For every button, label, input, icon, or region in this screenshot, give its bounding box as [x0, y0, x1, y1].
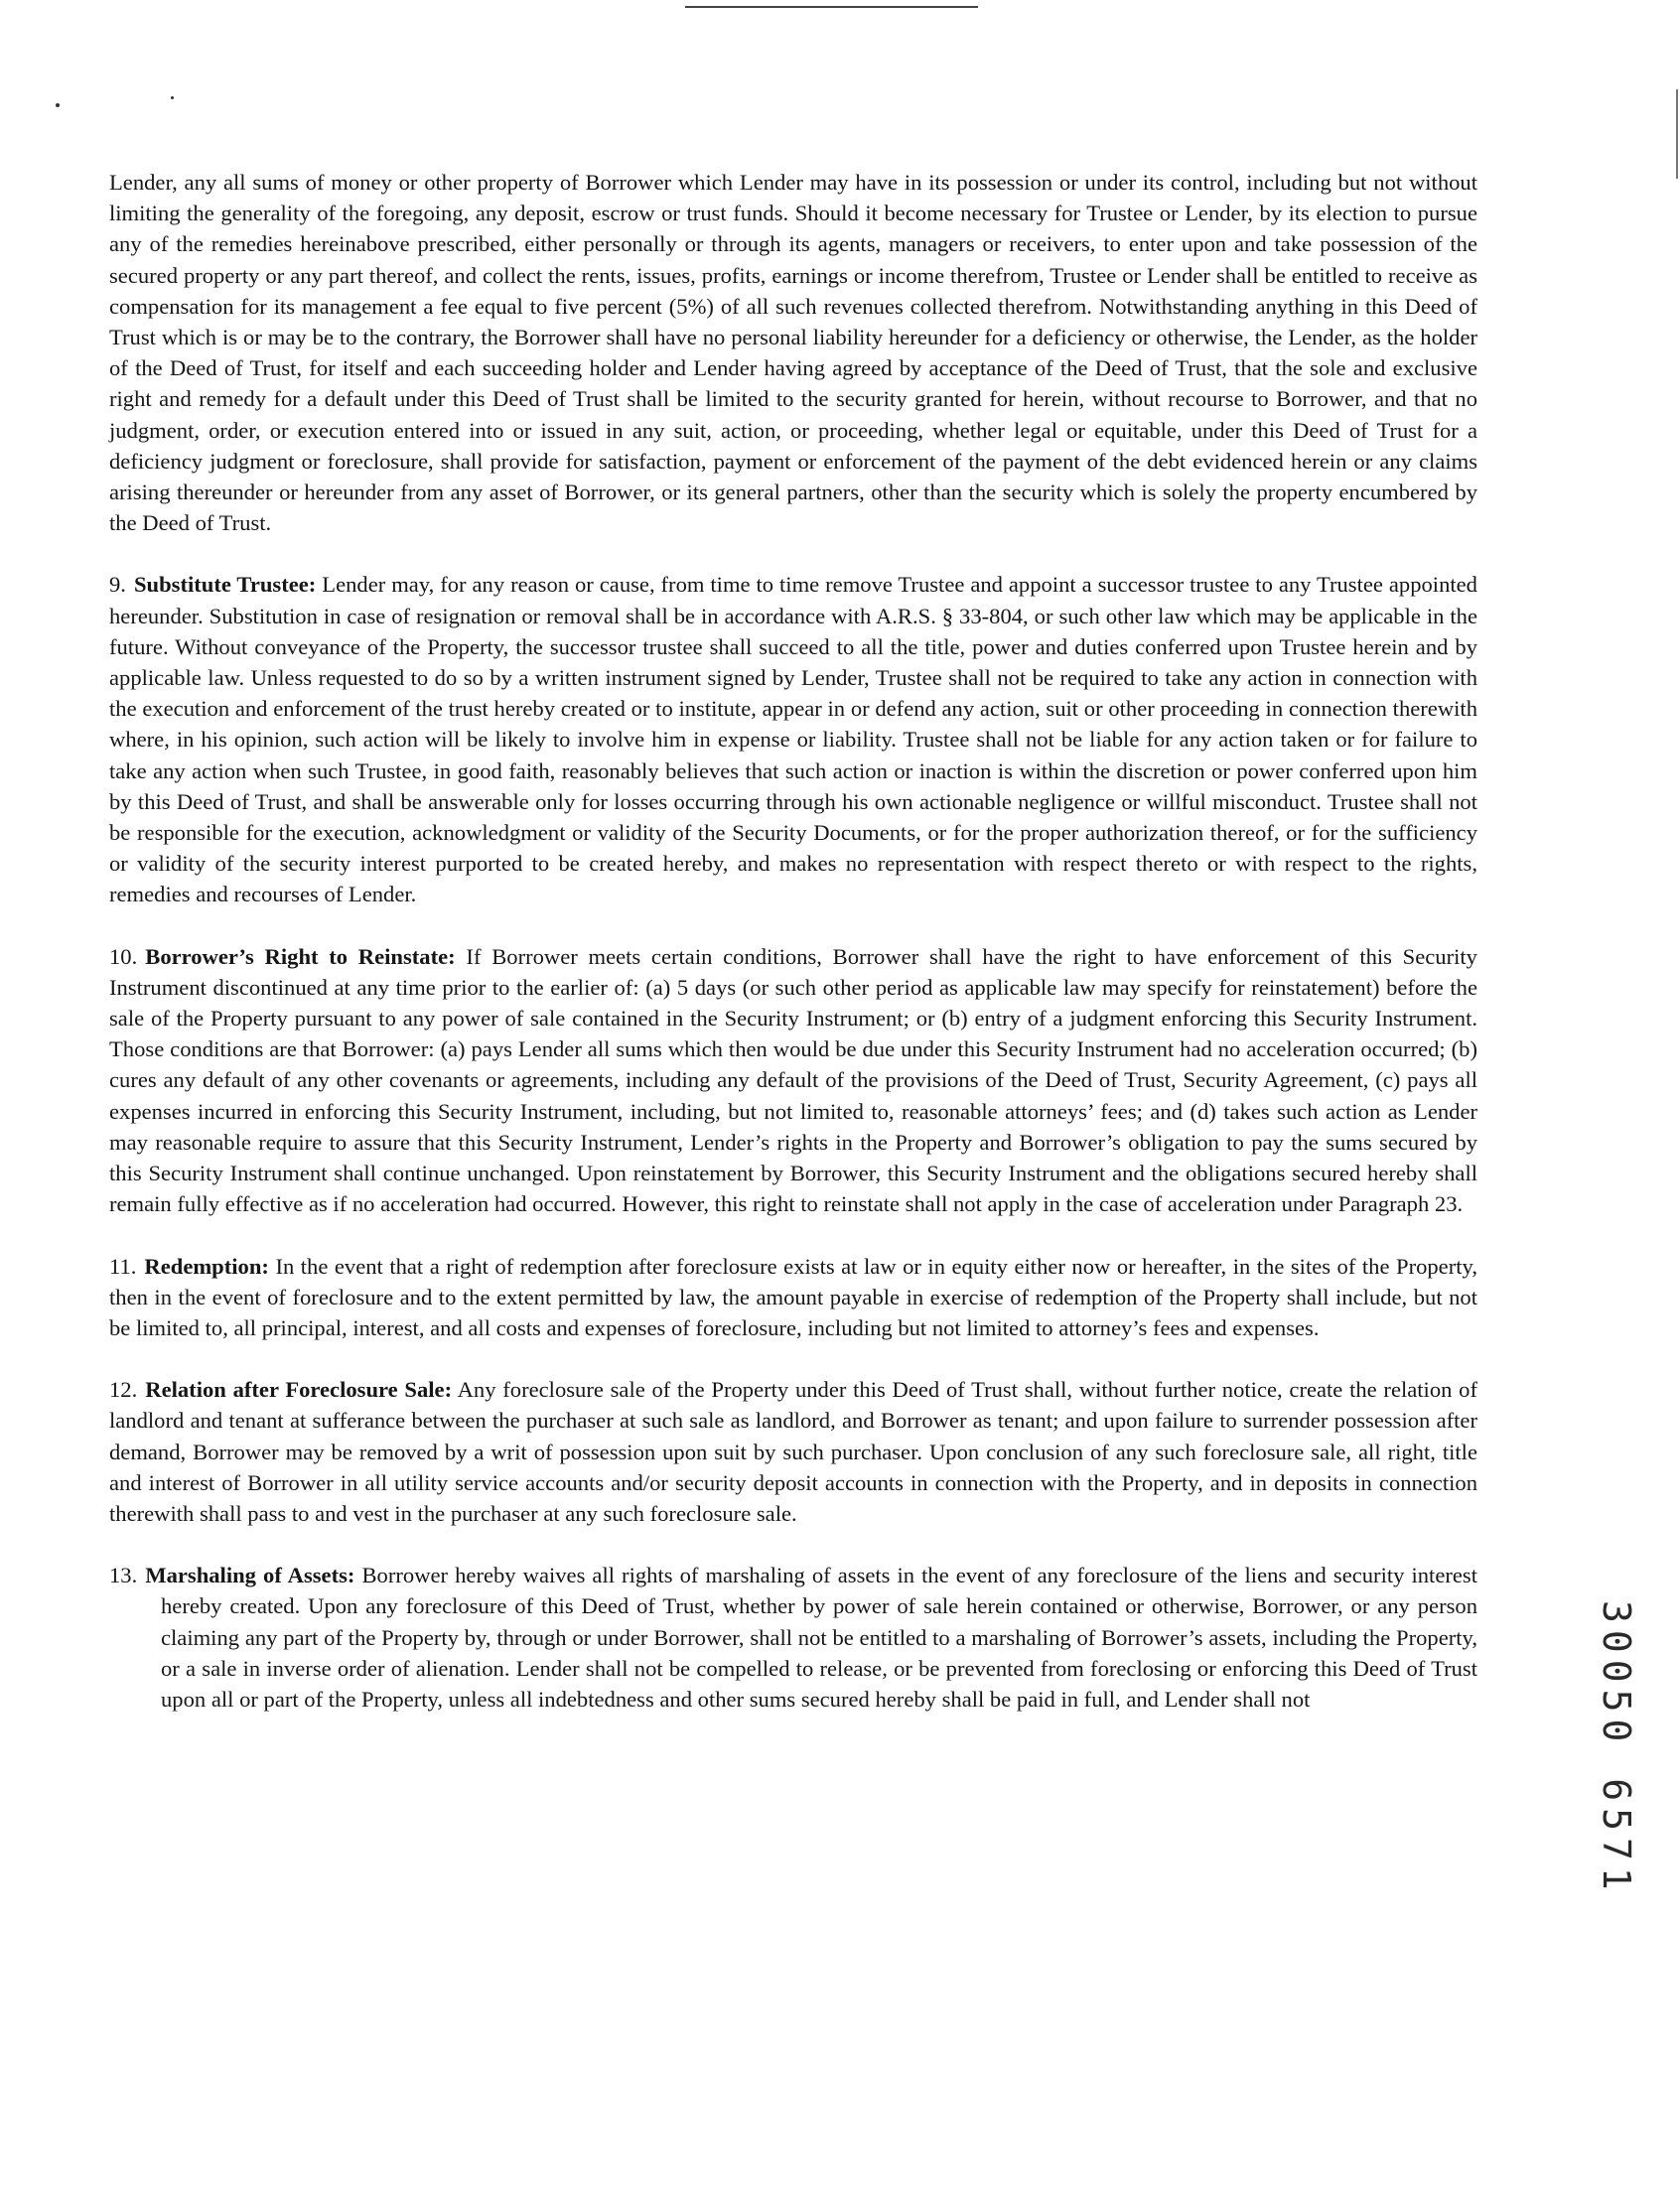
section-body: Lender may, for any reason or cause, from time to time remove Trustee and appoint a successor trustee to any Trustee appointed hereunder. Substitution in case of resignation or removal shall be in accordance with A.R.S. § 33-804, or such other law which may be applicable in the future. Without conveyance of the Property, the successor trustee shall succeed to all the title, power and duties conferred upon Trustee herein and by applicable law. Unless requested to do so by a written instrument signed by Lender, Trustee shall not be required to take any action in connection with the execution and enforcement of the trust hereby created or to institute, appear in or defend any action, suit or other proceeding in connection therewith where, in his opinion, such action will be likely to involve him in expense or liability. Trustee shall not be liable for any action taken or for failure to take any action when such Trustee, in good faith, reasonably believes that such action or inaction is within the discretion or power conferred upon him by this Deed of Trust, and shall be answerable only for losses occurring through his own actionable negligence or willful misconduct. Trustee shall not be responsible for the execution, acknowledgment or validity of the Security Documents, or for the proper authorization thereof, or for the sufficiency or validity of the security interest purported to be created hereby, and makes no representation with respect thereto or with respect to the rights, remedies and recourses of Lender. [109, 572, 1477, 907]
section-heading: Relation after Foreclosure Sale: [145, 1377, 453, 1403]
scan-speck [171, 96, 174, 99]
section-body: In the event that a right of redemption after foreclosure exists at law or in equity either now or hereafter, in the sites of the Property, then in the event of foreclosure and to the extent permitted by law, the amount payable in exercise of redemption of the Property shall include, but not be limited to, all principal, interest, and all costs and expenses of foreclosure, including but not limited to attorney’s fees and expenses. [109, 1253, 1477, 1340]
section-heading: Redemption: [144, 1253, 269, 1279]
scan-speck [56, 103, 60, 107]
section-body: Borrower hereby waives all rights of marshaling of assets in the event of any foreclosure of the liens and security interest hereby created. Upon any foreclosure of this Deed of Trust, whether by power of sale herein contained or otherwise, Borrower, or any person claiming any part of the Property by, through or under Borrower, shall not be entitled to a marshaling of Borrower’s assets, including the Property, or a sale in inverse order of alienation. Lender shall not be compelled to release, or be prevented from foreclosing or enforcing this Deed of Trust upon all or part of the Property, unless all indebtedness and other sums secured hereby shall be paid in full, and Lender shall not [161, 1563, 1477, 1712]
section-number: 12. [109, 1377, 138, 1403]
section-number: 13. [109, 1563, 138, 1588]
section-12 [109, 1374, 1477, 1529]
right-edge-mark [1676, 89, 1678, 179]
recording-number-stamp: 30050 6571 [1595, 1600, 1638, 1897]
section-heading: Marshaling of Assets: [145, 1563, 355, 1588]
section-heading: Borrower’s Right to Reinstate: [145, 943, 456, 969]
section-number: 9. [109, 572, 126, 598]
intro-paragraph: Lender, any all sums of money or other property of Borrower which Lender may have in its possession or under its control, including but not without limiting the generality of the foregoing, any deposit, escrow or trust funds. Should it become necessary for Trustee or Lender, by its election to pursue any of the remedies hereinabove prescribed, either personally or through its agents, managers or receivers, to enter upon and take possession of the secured property or any part thereof, and collect the rents, issues, profits, earnings or income therefrom, Trustee or Lender shall be entitled to receive as compensation for its management a fee equal to five percent (5%) of all such revenues collected therefrom. Notwithstanding anything in this Deed of Trust which is or may be to the contrary, the Borrower shall have no personal liability hereunder for a deficiency or otherwise, the Lender, as the holder of the Deed of Trust, for itself and each succeeding holder and Lender having agreed by acceptance of the Deed of Trust, that the sole and exclusive right and remedy for a default under this Deed of Trust shall be limited to the security granted for herein, without recourse to Borrower, and that no judgment, order, or execution entered into or issued in any suit, action, or proceeding, whether legal or equitable, under this Deed of Trust for a deficiency judgment or foreclosure, shall provide for satisfaction, payment or enforcement of the payment of the debt evidenced herein or any claims arising thereunder or hereunder from any asset of Borrower, or its general partners, other than the security which is solely the property encumbered by the Deed of Trust. [109, 170, 1477, 536]
section-9 [109, 569, 1477, 909]
document-body [109, 167, 1477, 1745]
section-10 [109, 941, 1477, 1220]
section-body: Any foreclosure sale of the Property under this Deed of Trust shall, without further notice, create the relation of landlord and tenant at sufferance between the purchaser at such sale as landlord, and Borrower as tenant; and upon failure to surrender possession after demand, Borrower may be removed by a writ of possession upon suit by such purchaser. Upon conclusion of any such foreclosure sale, all right, title and interest of Borrower in all utility service accounts and/or security deposit accounts in connection with the Property, and in deposits in connection therewith shall pass to and vest in the purchaser at any such foreclosure sale. [109, 1377, 1477, 1526]
section-number: 10. [109, 943, 138, 969]
section-13 [109, 1560, 1477, 1715]
section-body: If Borrower meets certain conditions, Borrower shall have the right to have enforcement of this Security Instrument discontinued at any time prior to the earlier of: (a) 5 days (or such other period as applicable law may specify for reinstatement) before the sale of the Property pursuant to any power of sale contained in the Security Instrument; or (b) entry of a judgment enforcing this Security Instrument. Those conditions are that Borrower: (a) pays Lender all sums which then would be due under this Security Instrument had no acceleration occurred; (b) cures any default of any other covenants or agreements, including any default of the provisions of the Deed of Trust, Security Agreement, (c) pays all expenses incurred in enforcing this Security Instrument, including, but not limited to, reasonable attorneys’ fees; and (d) takes such action as Lender may reasonable require to assure that this Security Instrument, Lender’s rights in the Property and Borrower’s obligation to pay the sums secured by this Security Instrument shall continue unchanged. Upon reinstatement by Borrower, this Security Instrument and the obligations secured hereby shall remain fully effective as if no acceleration had occurred. However, this right to reinstate shall not apply in the case of acceleration under Paragraph 23. [109, 943, 1477, 1217]
section-11 [109, 1251, 1477, 1344]
section-number: 11. [109, 1253, 137, 1279]
top-scan-rule [685, 6, 978, 8]
section-heading: Substitute Trustee: [133, 572, 317, 598]
